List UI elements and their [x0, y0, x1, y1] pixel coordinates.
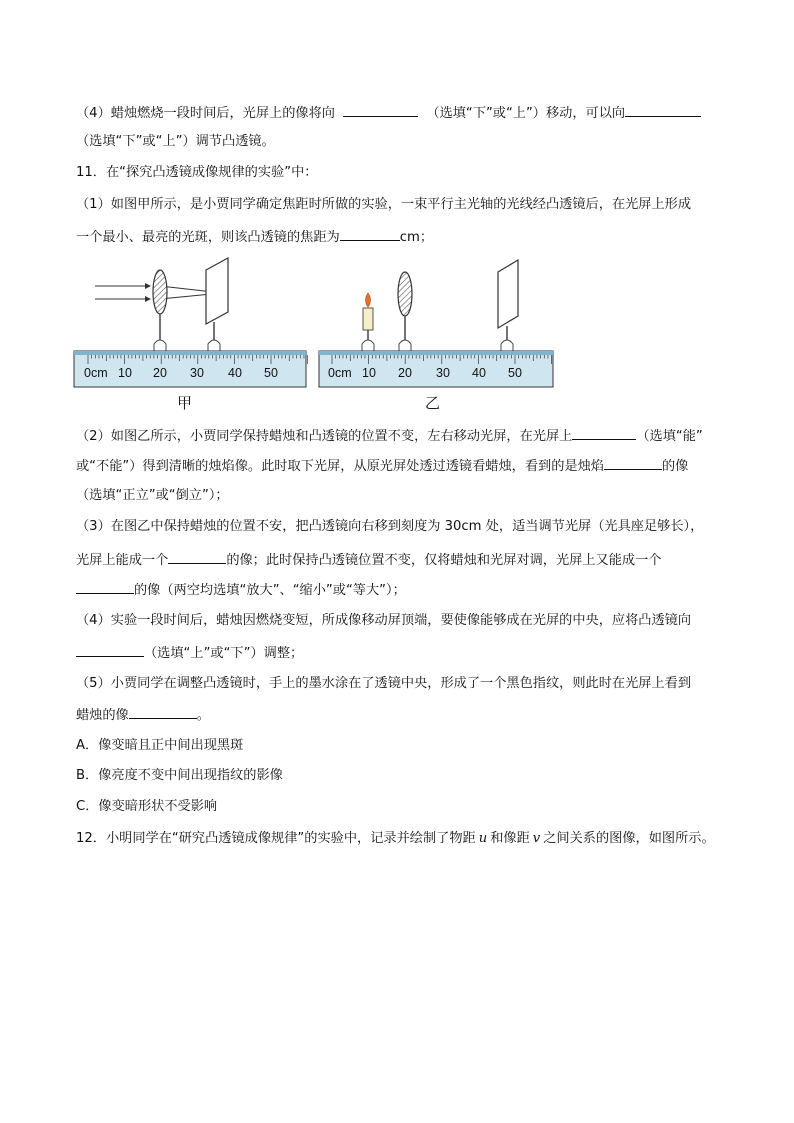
q11-p5-text-a: （5）小贾同学在调整凸透镜时，手上的墨水涂在了透镜中央，形成了一个黑色指纹，则此时在光屏上看到: [76, 676, 692, 691]
q11-p5-text-b: 蜡烛的像: [76, 708, 129, 723]
q11-part1-line2: [76, 227, 433, 247]
q11-part5-line1: [76, 675, 691, 693]
optical-bench-figure: [0, 252, 794, 412]
q10-p4-blank-2[interactable]: [625, 103, 701, 117]
q10-p4-text-b: （选填“下”或“上”）移动，可以向: [426, 106, 626, 121]
convex-lens-icon: [153, 270, 167, 314]
q11-p3-text-b: 光屏上能成一个: [76, 553, 169, 568]
q11-p5-blank[interactable]: [129, 705, 197, 719]
q11-p1-text-a: （1）如图甲所示，是小贾同学确定焦距时所做的实验，一束平行主光轴的光线经凸透镜后，在光屏上形成: [76, 197, 692, 212]
q11-p3-text-a: （3）在图乙中保持蜡烛的位置不安，把凸透镜向右移到刻度为 30cm 处，适当调节光屏（光具座足够长），: [76, 519, 704, 534]
q11-p2-text-a: （2）如图乙所示，小贾同学保持蜡烛和凸透镜的位置不变，左右移动光屏，在光屏上: [76, 429, 573, 444]
q11-p3-blank-2[interactable]: [76, 580, 134, 594]
q11-option-b-text: B．像亮度不变中间出现指纹的影像: [76, 768, 283, 783]
q11-p1-text-b: 一个最小、最亮的光斑，则该凸透镜的焦距为: [76, 230, 340, 245]
q11-stem: [76, 164, 317, 182]
q12-text-b: 和像距: [490, 831, 530, 846]
q11-p3-text-d: 的像（两空均选填“放大”、“缩小”或“等大”）；: [134, 583, 406, 598]
q11-p1-blank[interactable]: [340, 227, 400, 241]
q11-p2-blank-1[interactable]: [572, 426, 636, 440]
q11-option-c[interactable]: [76, 798, 217, 816]
q11-p3-text-c: 的像；此时保持凸透镜位置不变，仅将蜡烛和光屏对调，光屏上又能成一个: [226, 553, 662, 568]
q11-part5-line2: [76, 705, 210, 725]
q10-p4-blank-1[interactable]: [343, 103, 418, 117]
q11-p3-blank-1[interactable]: [168, 550, 226, 564]
q11-part1-line1: [76, 196, 691, 214]
q11-stem-text: 11．在“探究凸透镜成像规律的实验”中：: [76, 165, 318, 180]
q11-p1-unit: cm；: [399, 230, 434, 245]
q10-part4-line2: [76, 133, 275, 151]
q11-option-c-text: C．像变暗形状不受影响: [76, 799, 218, 814]
light-screen-icon: [498, 260, 518, 328]
q11-part3-line1: [76, 518, 703, 536]
q11-p2-text-e: （选填“正立”或“倒立”）；: [76, 488, 229, 503]
screen-holder-clip: [208, 340, 220, 352]
q12-var-u: u: [478, 831, 488, 846]
q11-option-a-text: A．像变暗且正中间出现黑斑: [76, 738, 244, 753]
convex-lens-icon: [398, 272, 412, 316]
ruler-jia-label-0: 0cm: [84, 366, 108, 380]
q12-var-v: v: [532, 831, 541, 846]
q10-p4-text-a: （4）蜡烛燃烧一段时间后，光屏上的像将向: [76, 106, 335, 121]
q11-p2-text-b: （选填“能”: [636, 429, 703, 444]
figure-jia: [74, 258, 308, 412]
q11-p2-text-c: 或“不能”）得到清晰的烛焰像。此时取下光屏，从原光屏处透过透镜看蜡烛，看到的是烛焰: [76, 459, 604, 474]
ruler-jia-label-30: 30: [190, 366, 204, 380]
ruler-jia-label-50: 50: [264, 366, 278, 380]
candle-icon: [363, 308, 373, 330]
ruler-yi-label-30: 30: [436, 366, 450, 380]
q11-p2-text-d: 的像: [661, 459, 689, 474]
q11-part2-line3: [76, 487, 229, 505]
q11-p4-text-a: （4）实验一段时间后，蜡烛因燃烧变短，所成像移动屏顶端，要使像能够成在光屏的中央，应将凸透镜向: [76, 613, 692, 628]
ruler-yi-label-0: 0cm: [328, 366, 352, 380]
ruler-yi-label-20: 20: [398, 366, 412, 380]
candle-flame-icon: [366, 293, 371, 307]
ruler-yi-label-50: 50: [508, 366, 522, 380]
q11-option-b[interactable]: [76, 767, 283, 785]
q11-p2-blank-2[interactable]: [604, 456, 662, 470]
ruler-jia-label-20: 20: [153, 366, 167, 380]
q10-p4-text-c: （选填“下”或“上”）调节凸透镜。: [76, 134, 275, 149]
light-screen-icon: [206, 258, 228, 324]
q12-text-a: 12．小明同学在“研究凸透镜成像规律”的实验中，记录并绘制了物距: [76, 831, 476, 846]
q11-part4-line1: [76, 612, 691, 630]
q11-option-a[interactable]: [76, 737, 243, 755]
ruler-yi-label-40: 40: [472, 366, 486, 380]
q11-p4-text-b: （选填“上”或“下”）调整；: [144, 646, 304, 661]
q11-p4-blank[interactable]: [76, 643, 144, 657]
ruler-jia-label-40: 40: [228, 366, 242, 380]
figure-label-jia: 甲: [177, 395, 193, 412]
lens-holder-clip: [154, 340, 166, 352]
ruler-jia-label-10: 10: [118, 366, 132, 380]
q12-stem: [76, 830, 715, 848]
q11-part3-line2: [76, 550, 662, 570]
q12-text-c: 之间关系的图像，如图所示。: [543, 831, 715, 846]
figure-label-yi: 乙: [425, 395, 441, 412]
q11-p5-text-c: 。: [196, 708, 210, 723]
q10-part4-line1: [76, 103, 701, 123]
ruler-yi-label-10: 10: [362, 366, 376, 380]
q11-part4-line2: [76, 643, 303, 663]
figure-yi: [319, 260, 553, 412]
q11-part2-line1: [76, 426, 703, 446]
q11-part3-line3: [76, 580, 406, 600]
q11-part2-line2: [76, 456, 688, 476]
